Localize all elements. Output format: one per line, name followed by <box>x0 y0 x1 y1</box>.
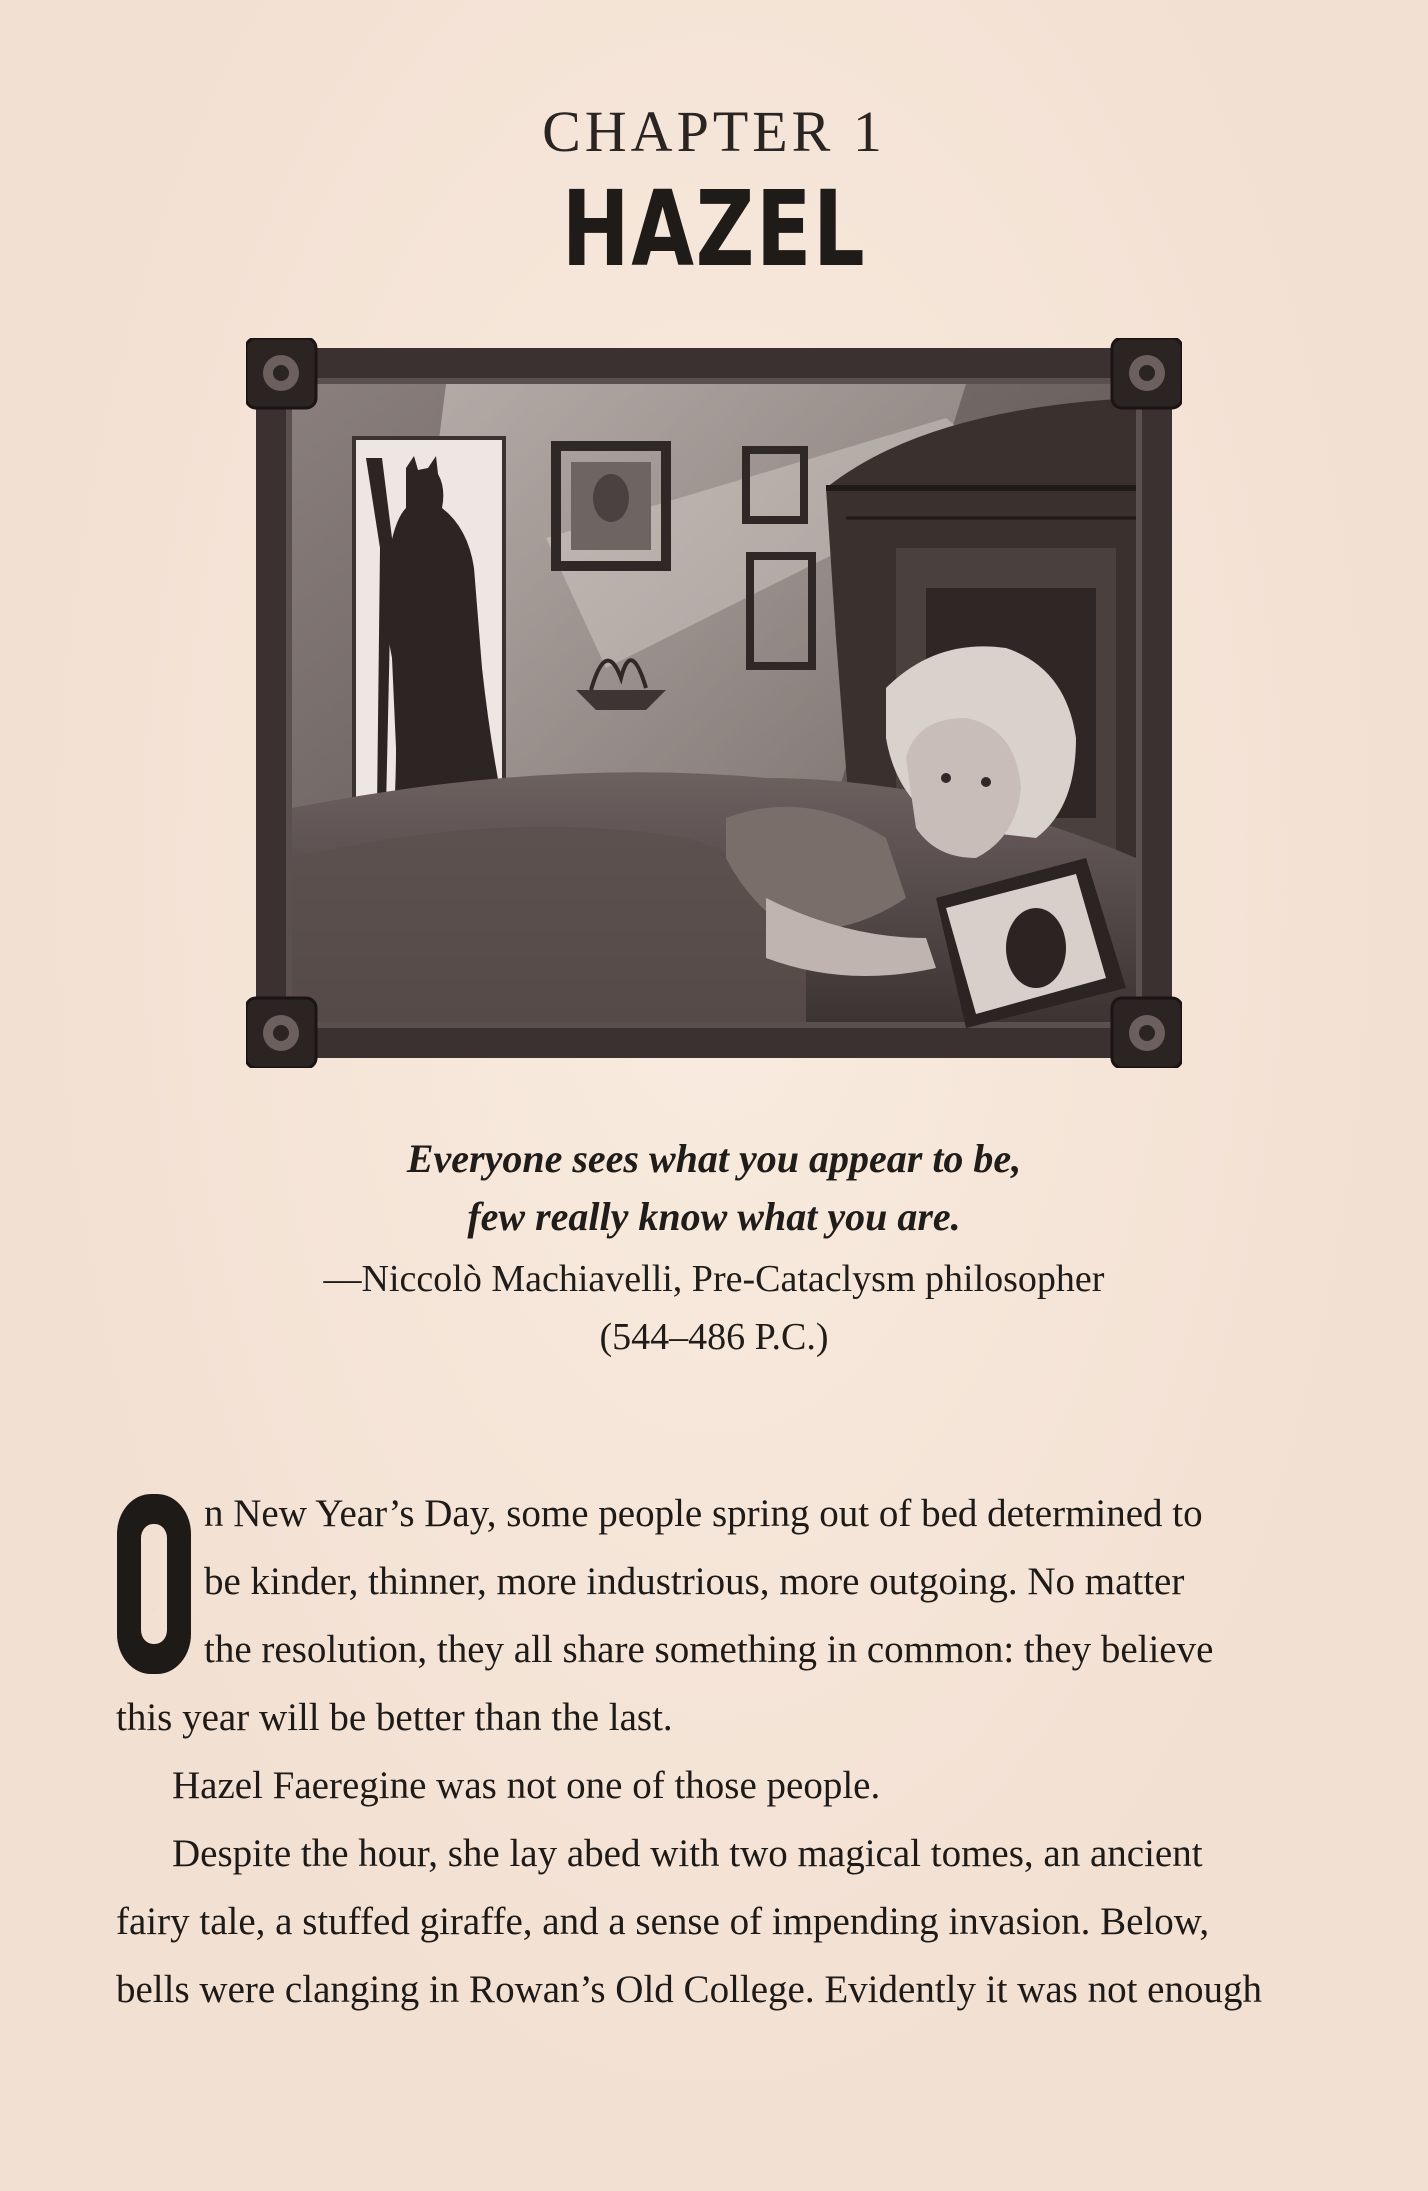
paragraph-2-line: Hazel Faeregine was not one of those people. <box>172 1764 881 1807</box>
chapter-title: HAZEL <box>561 168 867 290</box>
body-text <box>116 1480 1296 2024</box>
chapter-illustration <box>246 338 1182 1068</box>
paragraph-1-line: n New Year’s Day, some people spring out of bed determined to <box>204 1492 1203 1535</box>
paragraph-1 <box>116 1480 1296 1752</box>
epigraph-dates: (544–486 P.C.) <box>599 1316 829 1358</box>
epigraph <box>0 1130 1428 1366</box>
paragraph-1-line: the resolution, they all share something in common: they believe <box>204 1628 1214 1671</box>
chapter-label: CHAPTER 1 <box>542 99 886 164</box>
paragraph-3 <box>116 1820 1296 2024</box>
epigraph-quote-line-2: few really know what you are. <box>467 1194 961 1239</box>
paragraph-3-line: Despite the hour, she lay abed with two magical tomes, an ancient <box>172 1832 1203 1875</box>
paragraph-2 <box>116 1752 1296 1820</box>
epigraph-attribution: —Niccolò Machiavelli, Pre-Cataclysm philosopher <box>323 1258 1105 1300</box>
paragraph-1-line: be kinder, thinner, more industrious, more outgoing. No matter <box>204 1560 1185 1603</box>
epigraph-quote-line-1: Everyone sees what you appear to be, <box>406 1136 1022 1181</box>
paragraph-1-line: this year will be better than the last. <box>116 1696 673 1739</box>
dropcap-letter: O <box>153 1610 155 1611</box>
paragraph-3-line: fairy tale, a stuffed giraffe, and a sense of impending invasion. Below, <box>116 1900 1210 1943</box>
paragraph-3-line: bells were clanging in Rowan’s Old College. Evidently it was not enough <box>116 1968 1262 2011</box>
